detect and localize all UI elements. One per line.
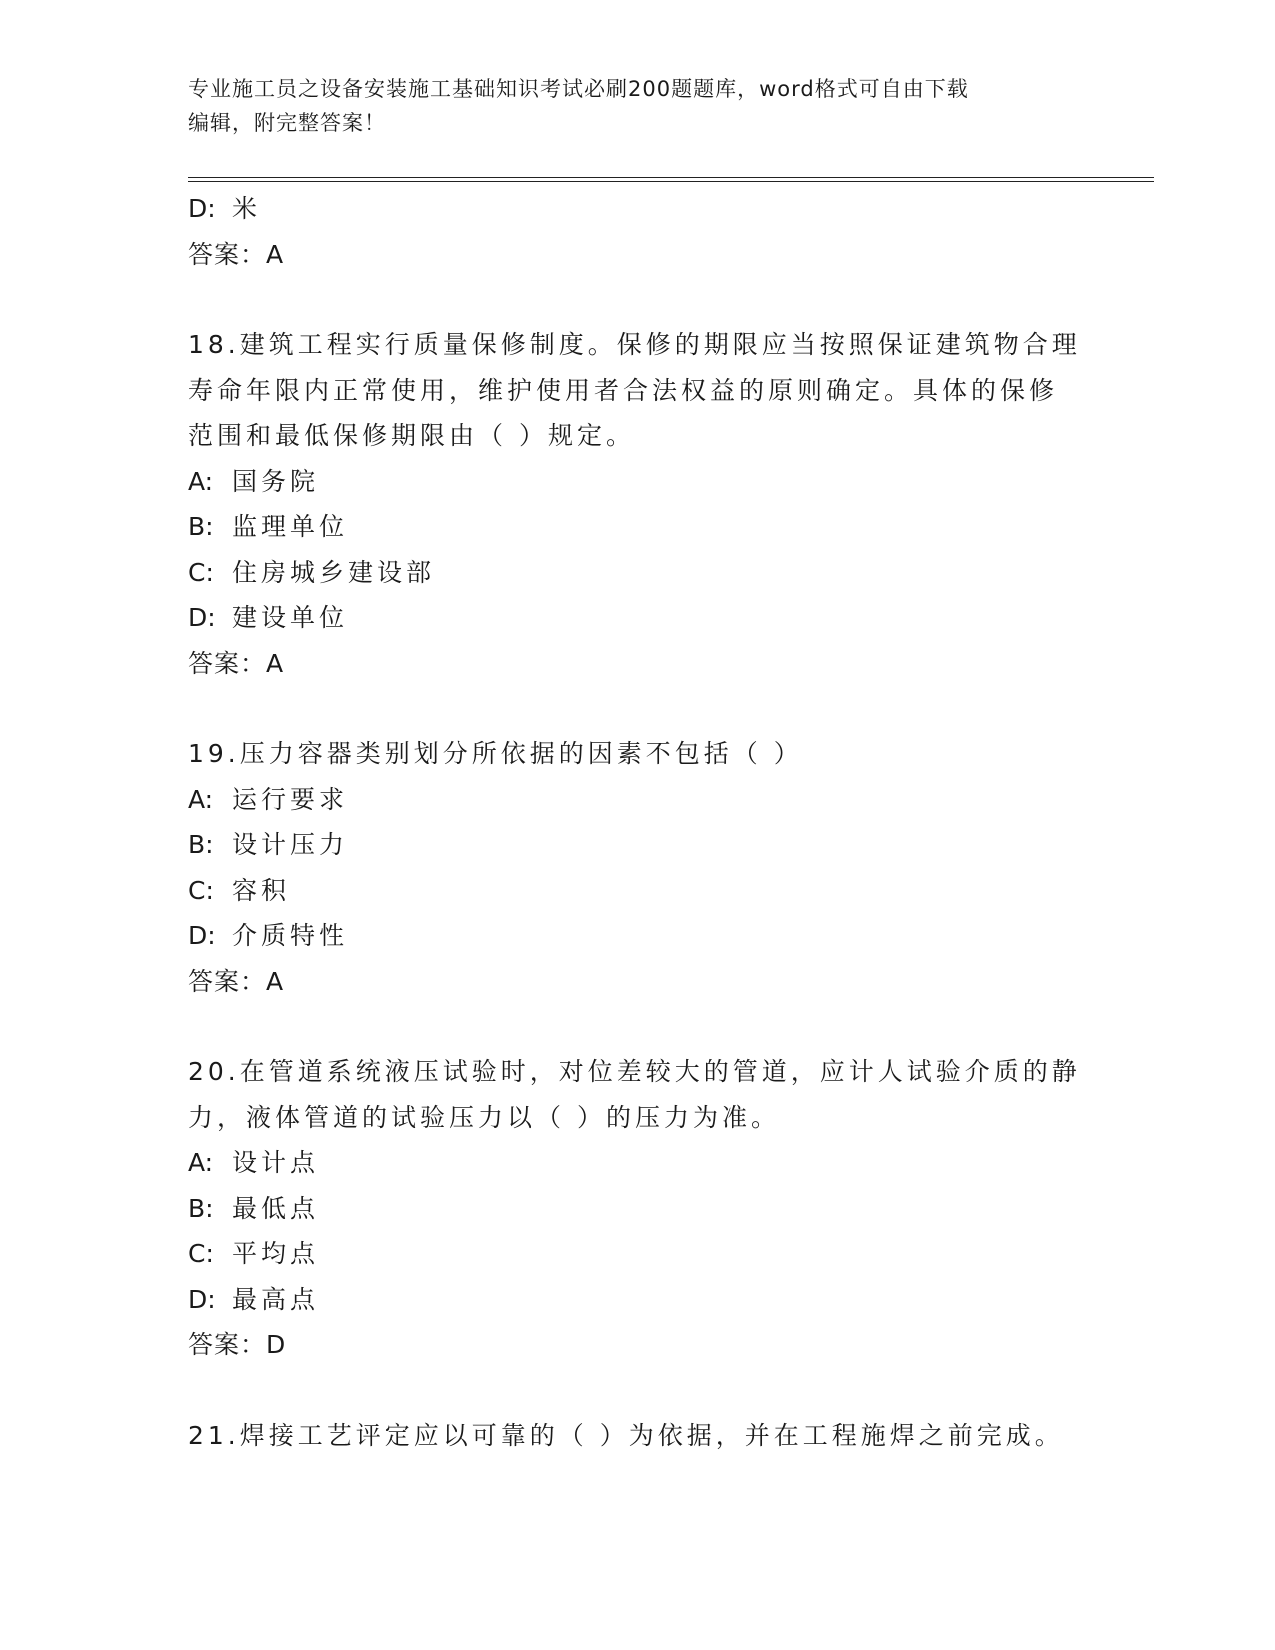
answer: 答案：A [188, 648, 285, 678]
option-c [188, 550, 1108, 596]
header-line-1: 专业施工员之设备安装施工基础知识考试必刷200题题库，word格式可自由下载 [188, 77, 969, 101]
answer: 答案：A [188, 966, 285, 996]
option-text: 容积 [232, 875, 291, 905]
option-text: 最高点 [232, 1284, 320, 1314]
question-text-line: 18.建筑工程实行质量保修制度。保修的期限应当按照保证建筑物合理 [188, 330, 1081, 359]
option-text: 运行要求 [232, 784, 349, 814]
question-text-line: 力，液体管道的试验压力以（ ）的压力为准。 [188, 1102, 780, 1132]
option-a [188, 1140, 1108, 1186]
option-text: 介质特性 [232, 921, 349, 950]
question-text-line: 范围和最低保修期限由（ ）规定。 [188, 421, 635, 450]
option-letter: B: [188, 830, 214, 859]
question-18 [188, 322, 1108, 686]
option-letter: C: [188, 557, 214, 587]
option-text: 建设单位 [232, 603, 349, 632]
option-d [188, 1277, 1108, 1323]
option-text: 平均点 [232, 1239, 320, 1268]
option-b [188, 1186, 1108, 1232]
header-line-2: 编辑，附完整答案！ [188, 111, 386, 135]
option-text: 米 [232, 194, 262, 223]
question-21 [188, 1413, 1108, 1459]
question-text-line: 19.压力容器类别划分所依据的因素不包括（ ） [188, 739, 803, 768]
option-letter: D: [188, 1284, 216, 1314]
question-19 [188, 731, 1108, 1004]
option-text: 设计压力 [232, 830, 349, 859]
option-letter: A: [188, 466, 214, 496]
option-c [188, 868, 1108, 914]
question-list [188, 186, 1108, 1458]
option-text: 国务院 [232, 466, 320, 496]
option-b [188, 822, 1108, 868]
option-text: 最低点 [232, 1193, 320, 1223]
option-b [188, 504, 1108, 550]
option-c [188, 1231, 1108, 1277]
option-letter: A: [188, 784, 214, 814]
option-d [188, 913, 1108, 959]
option-d [188, 186, 1108, 232]
option-text: 监理单位 [232, 512, 349, 541]
option-text: 设计点 [232, 1148, 320, 1177]
option-letter: D: [188, 194, 216, 223]
option-letter: B: [188, 1193, 214, 1223]
option-a [188, 777, 1108, 823]
option-letter: A: [188, 1148, 214, 1177]
question-text-line: 21.焊接工艺评定应以可靠的（ ）为依据，并在工程施焊之前完成。 [188, 1420, 1064, 1450]
header-divider [188, 177, 1154, 182]
question-text-line: 寿命年限内正常使用，维护使用者合法权益的原则确定。具体的保修 [188, 375, 1059, 405]
answer: 答案：D [188, 1330, 287, 1359]
option-letter: B: [188, 512, 214, 541]
option-letter: C: [188, 875, 214, 905]
answer: 答案：A [188, 239, 285, 269]
option-a [188, 459, 1108, 505]
option-letter: C: [188, 1239, 214, 1268]
question-20 [188, 1049, 1108, 1368]
option-letter: D: [188, 603, 216, 632]
document-header [188, 72, 1088, 140]
option-text: 住房城乡建设部 [232, 557, 436, 587]
question-text-line: 20.在管道系统液压试验时，对位差较大的管道，应计人试验介质的静 [188, 1057, 1081, 1086]
option-letter: D: [188, 921, 216, 950]
option-d [188, 595, 1108, 641]
